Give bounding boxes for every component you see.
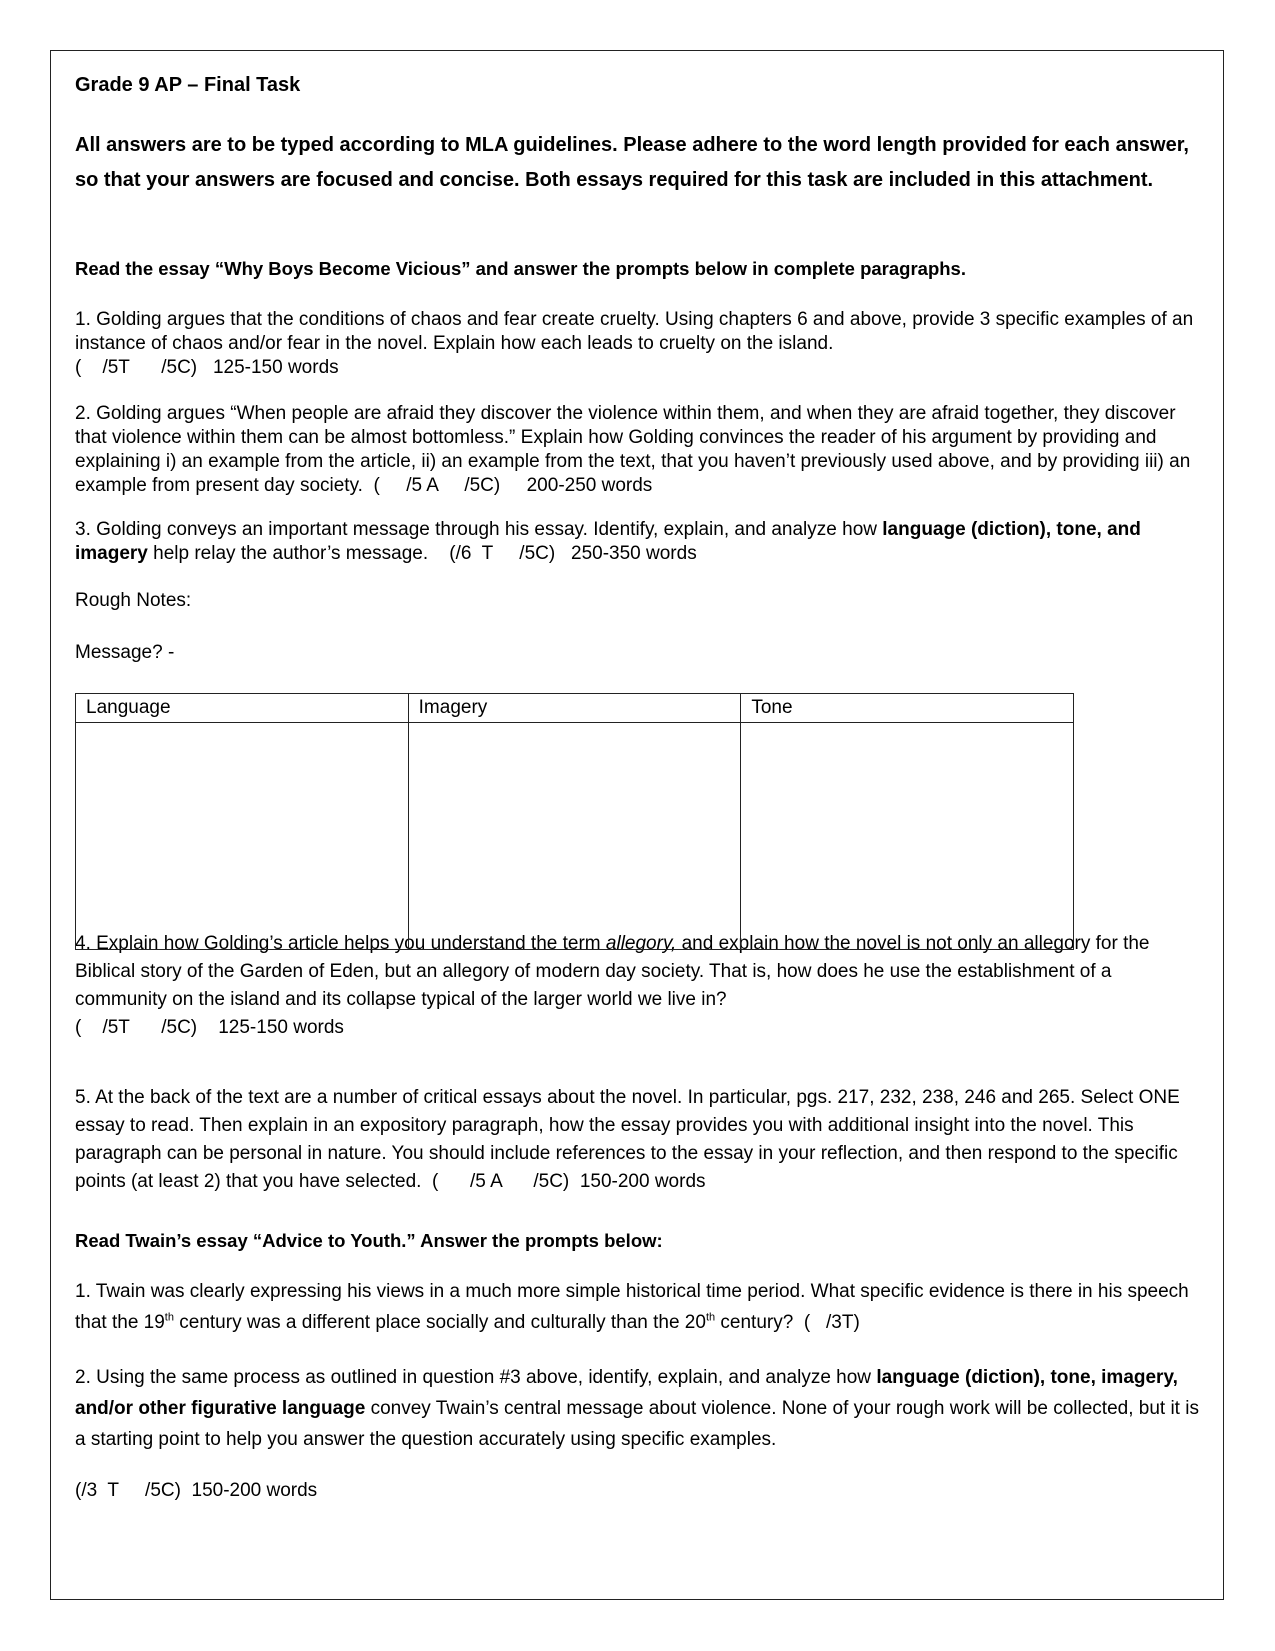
question-2-marks: ( /5 A /5C) 200-250 words (362, 475, 653, 496)
question-4-marks: ( /5T /5C) 125-150 words (75, 1017, 344, 1038)
question-2 (75, 402, 1205, 498)
question-4-text-end: and explain how the novel is not only an allegory for the Biblical story of the Garden of Eden, but an allegory of modern day society. That is, how does he use the establishment of a community on the island and its collapse typical of the larger world we live in? (75, 933, 1150, 1010)
rough-notes-table (75, 693, 1074, 950)
section-heading-golding: Read the essay “Why Boys Become Vicious” and answer the prompts below in complete paragraphs. (75, 258, 966, 279)
table-header-imagery: Imagery (408, 694, 741, 723)
table-cell-imagery[interactable] (408, 723, 741, 950)
superscript: th (164, 1311, 174, 1324)
question-3 (75, 518, 1205, 566)
twain-question-1-text-end: century? ( /3T) (715, 1312, 860, 1333)
question-1-text: 1. Golding argues that the conditions of chaos and fear create cruelty. Using chapters 6 and above, provide 3 specific examples of an instance of chaos and/or fear in the novel. Explain how each leads to cruelty on the island. (75, 309, 1194, 354)
twain-question-2 (75, 1362, 1205, 1455)
question-2-text: 2. Golding argues “When people are afraid they discover the violence within them, and when they are afraid together, they discover that violence within them can be almost bottomless.” Explain how Golding convinces the reader of his argument by providing and explaining i) an example from the article, ii) an example from the text, that you haven’t previously used above, and by providing iii) an example from present day society. (75, 403, 1191, 496)
twain-question-2-marks: (/3 T /5C) 150-200 words (75, 1480, 318, 1501)
question-3-emphasis: language (diction), tone, and imagery (75, 519, 1141, 564)
twain-question-1-text-mid: century was a different place socially and culturally than the 20 (173, 1312, 706, 1333)
question-1-marks: ( /5T /5C) 125-150 words (75, 357, 339, 378)
question-5-marks: ( /5 A /5C) 150-200 words (421, 1171, 706, 1192)
twain-question-2-text: 2. Using the same process as outlined in question #3 above, identify, explain, and analyze how (75, 1367, 877, 1388)
table-cell-tone[interactable] (741, 723, 1074, 950)
table-header-language: Language (76, 694, 409, 723)
question-5 (75, 1084, 1205, 1196)
question-5-text: 5. At the back of the text are a number of critical essays about the novel. In particular, pgs. 217, 232, 238, 246 and 265. Select ONE essay to read. Then explain in an expository paragraph, how the essay provides you with additional insight into the novel. This paragraph can be personal in nature. You should include references to the essay in your reflection, and then respond to the specific points (at least 2) that you have selected. (75, 1087, 1180, 1192)
twain-question-1-text: 1. Twain was clearly expressing his views in a much more simple historical time period. What specific evidence is there in his speech that the 19 (75, 1281, 1189, 1333)
document-title: Grade 9 AP – Final Task (75, 74, 301, 96)
instructions: All answers are to be typed according to MLA guidelines. Please adhere to the word length provided for each answer, so that your answers are focused and concise. Both essays required for this task are included in this attachment. (75, 134, 1189, 191)
question-3-marks: (/6 T /5C) 250-350 words (428, 543, 697, 564)
twain-question-2-emphasis: language (diction), tone, imagery, and/or other figurative language (75, 1367, 1178, 1419)
question-3-text: 3. Golding conveys an important message through his essay. Identify, explain, and analyze how (75, 519, 883, 540)
rough-notes-label: Rough Notes: (75, 590, 192, 611)
table-header-tone: Tone (741, 694, 1074, 723)
twain-question-1 (75, 1276, 1205, 1338)
question-4-text: 4. Explain how Golding’s article helps you understand the term (75, 933, 606, 954)
twain-question-2-text-end: convey Twain’s central message about violence. None of your rough work will be collected, but it is a starting point to help you answer the question accurately using specific examples. (75, 1398, 1199, 1450)
question-1 (75, 308, 1205, 380)
section-heading-twain: Read Twain’s essay “Advice to Youth.” Answer the prompts below: (75, 1230, 663, 1251)
message-label: Message? - (75, 642, 175, 663)
superscript: th (705, 1311, 716, 1324)
table-cell-language[interactable] (76, 723, 409, 950)
question-3-text-end: help relay the author’s message. (147, 543, 429, 564)
question-4-term: allegory, (605, 933, 677, 954)
